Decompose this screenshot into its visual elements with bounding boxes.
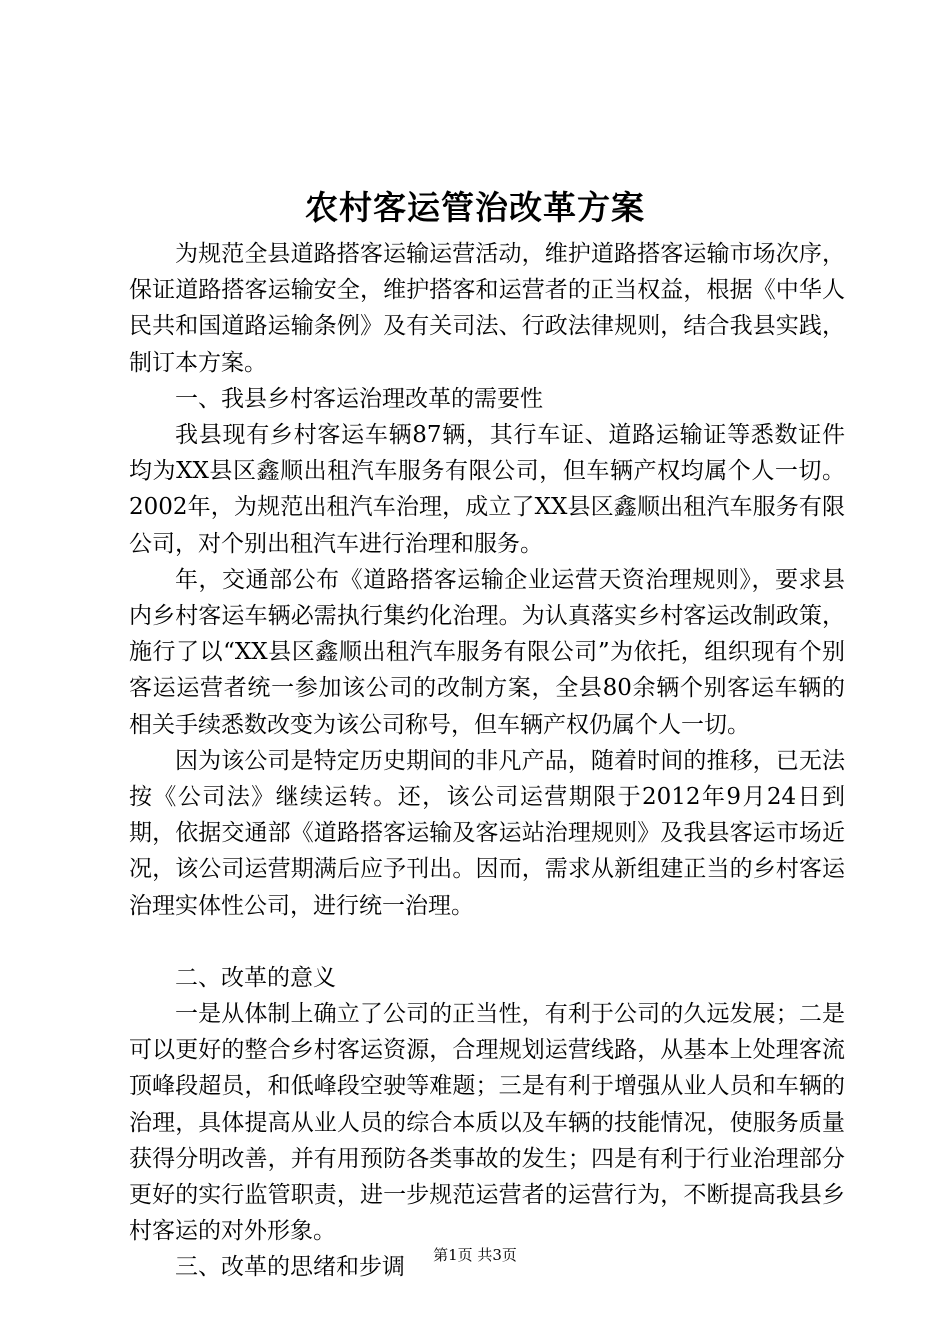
paragraph: 年，交通部公布《道路搭客运输企业运营天资治理规则》，要求县内乡村客运车辆必需执行集约化治理。为认真落实乡村客运改制政策，施行了以“XX县区鑫顺出租汽车服务有限公司”为依托，组织现有个别客运运营者统一参加该公司的改制方案，全县80余辆个别客运车辆的相关手续悉数改变为该公司称号，但车辆产权仍属个人一切。	[129, 566, 845, 738]
section-heading-3: 三、改革的思绪和步调	[175, 1254, 405, 1281]
paragraph: 一是从体制上确立了公司的正当性，有利于公司的久远发展；二是可以更好的整合乡村客运资源，合理规划运营线路，从基本上处理客流顶峰段超员，和低峰段空驶等难题；三是有利于增强从业人员和车辆的治理，具体提高从业人员的综合本质以及车辆的技能情况，使服务质量获得分明改善，并有用预防各类事故的发生；四是有利于行业治理部分更好的实行监管职责，进一步规范运营者的运营行为，不断提高我县乡村客运的对外形象。	[129, 1001, 845, 1245]
paragraph: 我县现有乡村客运车辆87辆，其行车证、道路运输证等悉数证件均为XX县区鑫顺出租汽车服务有限公司，但车辆产权均属个人一切。2002年，为规范出租汽车治理，成立了XX县区鑫顺出租汽车服务有限公司，对个别出租汽车进行治理和服务。	[129, 422, 845, 557]
document-title: 农村客运管治改革方案	[305, 188, 645, 227]
document-body	[129, 236, 845, 1286]
paragraph-intro: 为规范全县道路搭客运输运营活动，维护道路搭客运输市场次序，保证道路搭客运输安全，维护搭客和运营者的正当权益，根据《中华人民共和国道路运输条例》及有关司法、行政法律规则，结合我县实践，制订本方案。	[129, 241, 845, 376]
page-number-footer: 第1页 共3页	[433, 1246, 517, 1264]
section-heading-2: 二、改革的意义	[175, 964, 336, 991]
section-heading-1: 一、我县乡村客运治理改革的需要性	[175, 385, 543, 412]
paragraph: 因为该公司是特定历史期间的非凡产品，随着时间的推移，已无法按《公司法》继续运转。还，该公司运营期限于2012年9月24日到期，依据交通部《道路搭客运输及客运站治理规则》及我县客运市场近况，该公司运营期满后应予刊出。因而，需求从新组建正当的乡村客运治理实体性公司，进行统一治理。	[129, 747, 845, 919]
